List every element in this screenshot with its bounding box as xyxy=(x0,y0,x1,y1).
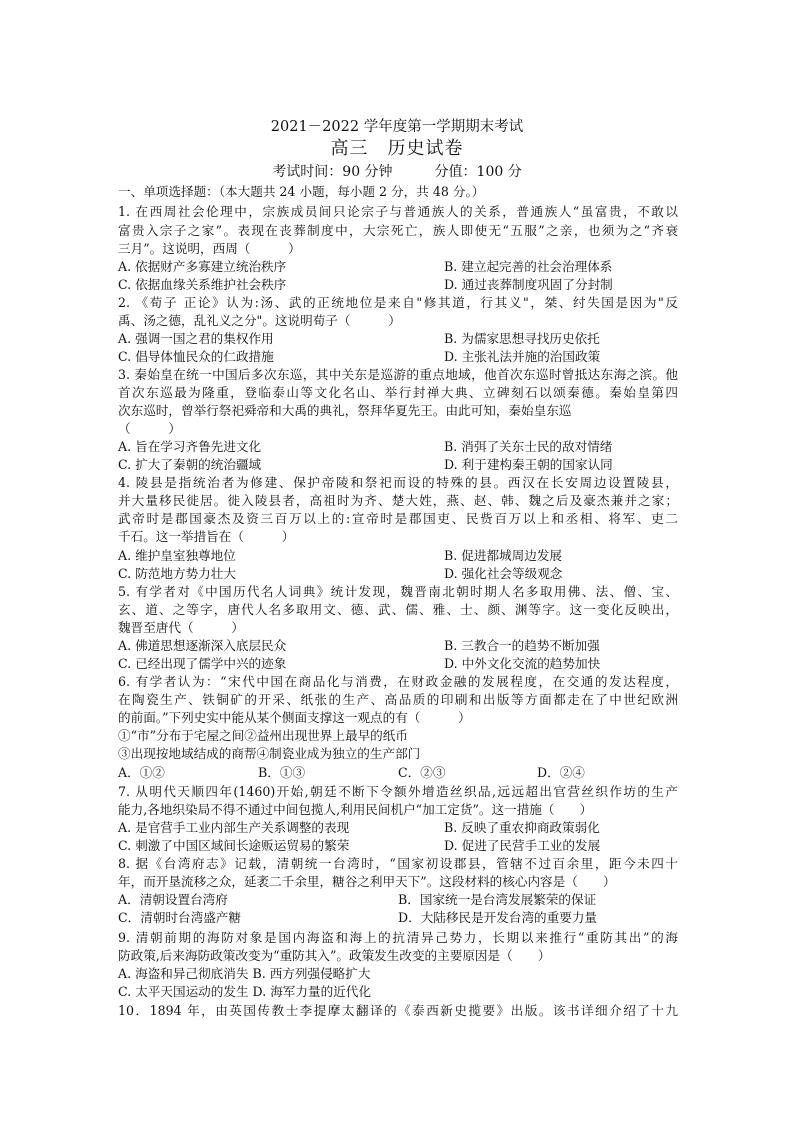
q5-line-3: 魏晋至唐代（ ） xyxy=(118,620,244,635)
q8-option-b: B．国家统一是台湾发展繁荣的保证 xyxy=(398,892,597,907)
q5-option-c: C. 已经出现了儒学中兴的迹象 xyxy=(118,656,287,671)
q1-line-2: 富贵入宗子之家”。表现在丧葬制度中，大宗死亡，族人即使无“五服”之亲，也须为之“齐衰 xyxy=(118,223,678,238)
q5-line-1: 5. 有学者对《中国历代名人词典》统计发现，魏晋南北朝时期人名多取用佛、法、僧、宝、 xyxy=(118,584,678,599)
q1-line-1: 1. 在西周社会伦理中，宗族成员间只论宗子与普通族人的关系，普通族人“虽富贵，不敢以 xyxy=(118,204,678,219)
q6-line-5: ③出现按地域结成的商帮④制瓷业成为独立的生产部门 xyxy=(118,746,421,761)
q3-option-c: C. 扩大了秦朝的统治疆域 xyxy=(118,457,262,472)
section-heading: 一、单项选择题：（本大题共 24 小题，每小题 2 分，共 48 分。） xyxy=(118,184,485,199)
q1-option-a: A. 依据财产多寡建立统治秩序 xyxy=(118,259,287,274)
q5-option-d: D. 中外文化交流的趋势加快 xyxy=(444,656,601,671)
q4-line-1: 4. 陵县是指统治者为修建、保护帝陵和祭祀而设的特殊的县。西汉在长安周边设置陵县， xyxy=(118,475,678,490)
q4-option-a: A. 维护皇室独尊地位 xyxy=(118,548,236,563)
q6-option-b: B．①③ xyxy=(258,765,306,780)
q5-line-2: 玄、道、之等字，唐代人名多取用文、德、武、儒、雅、士、颜、渊等字。这一变化反映出， xyxy=(118,602,678,617)
q2-option-c: C. 倡导体恤民众的仁政措施 xyxy=(118,349,274,364)
q3-line-3: 次东巡时，曾举行祭祀舜帝和大禹的典礼，祭拜华夏先王。由此可知，秦始皇东巡 xyxy=(118,403,572,418)
q7-line-1: 7. 从明代天顺四年(1460)开始,朝廷不断下令额外增造丝织品,远远超出官营丝织作坊的生产 xyxy=(118,784,678,799)
q8-option-a: A．清朝设置台湾府 xyxy=(118,892,228,907)
q3-option-d: D. 利于建构秦王朝的国家认同 xyxy=(444,457,613,472)
q4-option-c: C. 防范地方势力壮大 xyxy=(118,566,236,581)
q8-line-1: 8. 据《台湾府志》记载，清朝统一台湾时，“国家初设郡县，管辖不过百余里，距今未四十 xyxy=(118,856,678,871)
q6-line-2: 在陶瓷生产、铁铜矿的开采、纸张的生产、高品质的印刷和出版等方面都走在了中世纪欧洲 xyxy=(118,692,678,707)
exam-subtitle: 高三 历史试卷 xyxy=(330,138,464,159)
q9-line-4: C. 太平天国运动的发生 D. 海军力量的近代化 xyxy=(118,984,371,999)
q6-option-c: C．②③ xyxy=(398,765,446,780)
q3-option-b: B. 消弭了关东士民的敌对情绪 xyxy=(444,439,613,454)
q6-line-3: 的前面。”下列史实中能从某个侧面支撑这一观点的有（ ） xyxy=(118,710,471,725)
q2-line-2: 禹、汤之德，乱礼义之分"。这说明荀子（ ） xyxy=(118,313,401,328)
q9-line-3: A. 海盗和异己彻底消失 B. 西方列强侵略扩大 xyxy=(118,966,371,981)
q3-line-4: （ ） xyxy=(118,421,181,436)
q2-option-b: B. 为儒家思想寻找历史依托 xyxy=(444,331,600,346)
q8-line-2: 年，而开垦流移之众，延袤二千余里，糖谷之利甲天下”。这段材料的核心内容是（ ） xyxy=(118,874,616,889)
q6-line-1: 6. 有学者认为：“宋代中国在商品化与消费，在财政金融的发展程度，在交通的发达程度， xyxy=(118,674,678,689)
exam-info: 考试时间：90 分钟 分值：100 分 xyxy=(272,164,522,180)
q6-option-d: D．②④ xyxy=(537,765,585,780)
q7-option-c: C. 刺激了中国区域间长途贩运贸易的繁荣 xyxy=(118,838,350,853)
q9-line-1: 9. 清朝前期的海防对象是国内海盗和海上的抗清异己势力，长期以来推行“重防其出”的海 xyxy=(118,930,678,945)
q7-option-a: A. 是官营手工业内部生产关系调整的表现 xyxy=(118,820,350,835)
q6-line-4: ①“市”分布于宅屋之间②益州出现世界上最早的纸币 xyxy=(118,728,408,743)
q9-line-2: 防政策,后来海防政策改变为“重防其入”。政策发生改变的主要原因是（ ） xyxy=(118,948,551,963)
q3-line-1: 3. 秦始皇在统一中国后多次东巡，其中关东是巡游的重点地域，他首次东巡时曾抵达东海之滨。他 xyxy=(118,367,678,382)
q6-option-a: A．①② xyxy=(118,765,165,780)
q2-line-1: 2. 《荀子 正论》认为:汤、武的正统地位是来自"修其道，行其义"，桀、纣失国是因为"反 xyxy=(118,295,678,310)
q1-option-b: B. 建立起完善的社会治理体系 xyxy=(444,259,613,274)
q2-option-a: A. 强调一国之君的集权作用 xyxy=(118,331,274,346)
q5-option-b: B. 三教合一的趋势不断加强 xyxy=(444,638,600,653)
q2-option-d: D. 主张礼法并施的治国政策 xyxy=(444,349,601,364)
q7-option-b: B. 反映了重农抑商政策弱化 xyxy=(444,820,600,835)
q4-line-2: 并大量移民徙居。徙入陵县者，高祖时为齐、楚大姓，燕、赵、韩、魏之后及豪杰兼并之家； xyxy=(118,493,678,508)
q7-option-d: D. 促进了民营手工业的发展 xyxy=(444,838,601,853)
q1-option-d: D. 通过丧葬制度巩固了分封制 xyxy=(444,277,613,292)
exam-title: 2021－2022 学年度第一学期期末考试 xyxy=(270,119,524,135)
q4-option-b: B. 促进都城周边发展 xyxy=(444,548,563,563)
q1-option-c: C. 依据血缘关系维护社会秩序 xyxy=(118,277,287,292)
q3-option-a: A. 旨在学习齐鲁先进文化 xyxy=(118,439,262,454)
q4-line-3: 武帝时是郡国豪杰及资三百万以上的:宣帝时是郡国吏、民赀百万以上和丞相、将军、吏二 xyxy=(118,511,678,526)
q4-line-4: 千石。这一举措旨在（ ） xyxy=(118,529,295,544)
q7-line-2: 能力,各地织染局不得不通过中间包揽人,利用民间机户“加工定货”。这一措施（ ） xyxy=(118,802,593,817)
q8-option-d: D．大陆移民是开发台湾的重要力量 xyxy=(398,910,598,925)
q8-option-c: C．清朝时台湾盛产糖 xyxy=(118,910,241,925)
q1-line-3: 三月”。这说明，西周（ ） xyxy=(118,241,301,256)
q10-line-1: 10．1894 年，由英国传教士李提摩太翻译的《泰西新史揽要》出版。该书详细介绍了十九 xyxy=(118,1003,678,1018)
q3-line-2: 首次东巡最为隆重，登临泰山等文化名山、举行封禅大典、立碑刻石以颂秦德。秦始皇第四 xyxy=(118,385,678,400)
q4-option-d: D. 强化社会等级观念 xyxy=(444,566,563,581)
q5-option-a: A. 佛道思想逐渐深入底层民众 xyxy=(118,638,287,653)
